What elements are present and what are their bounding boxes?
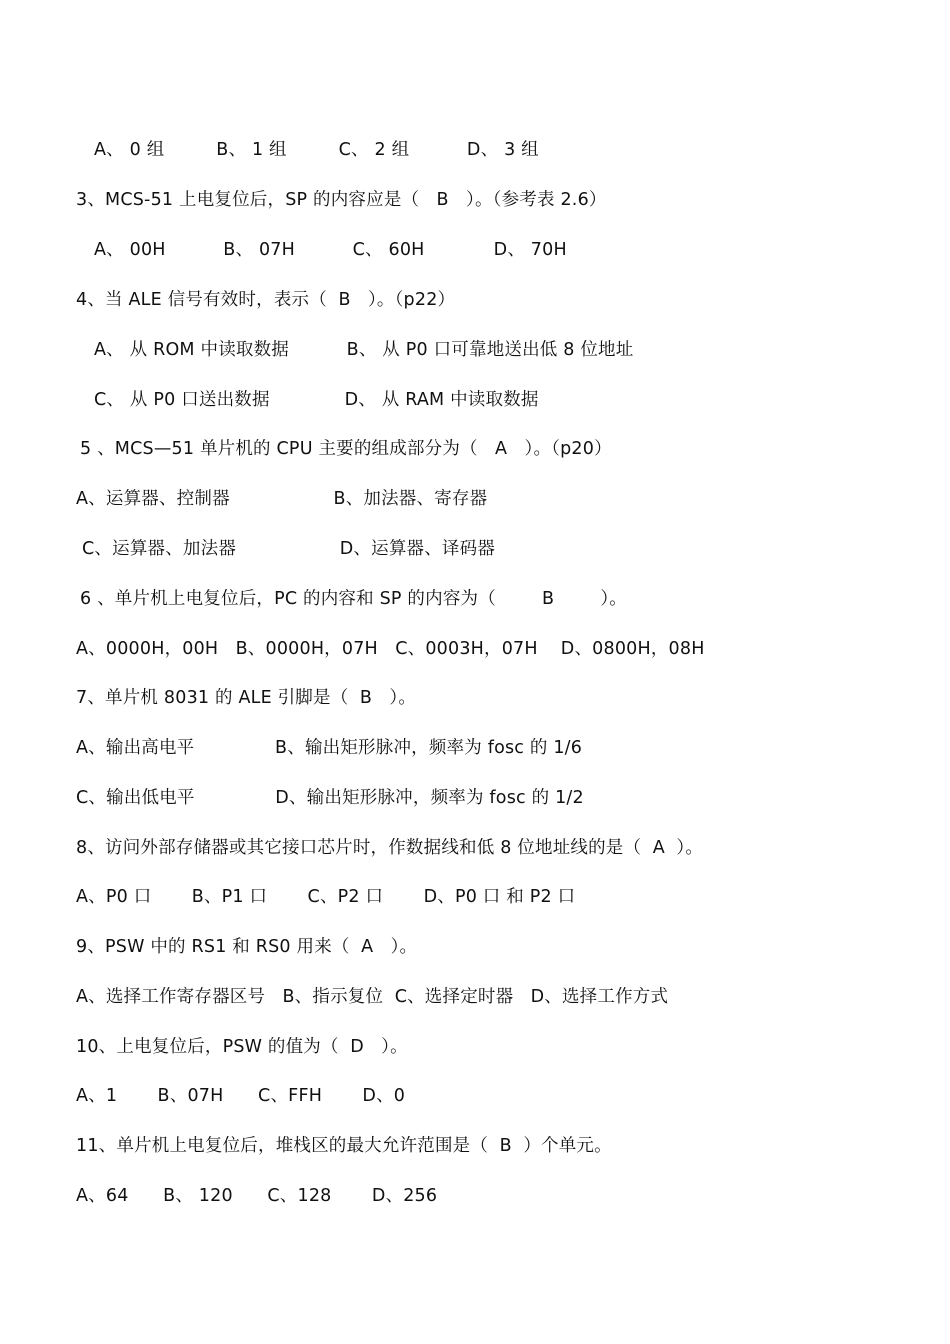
q4-options-ab: A、 从 ROM 中读取数据 B、 从 P0 口可靠地送出低 8 位地址 — [94, 340, 634, 360]
q7-options-ab: A、输出高电平 B、输出矩形脉冲，频率为 fosc 的 1/6 — [76, 738, 583, 758]
q8-question: 8、访问外部存储器或其它接口芯片时，作数据线和低 8 位地址线的是（ A ）。 — [76, 838, 704, 858]
q4-options-cd: C、 从 P0 口送出数据 D、 从 RAM 中读取数据 — [94, 390, 539, 410]
q5-options-ab: A、运算器、控制器 B、加法器、寄存器 — [76, 489, 488, 509]
q11-question: 11、单片机上电复位后，堆栈区的最大允许范围是（ B ）个单元。 — [76, 1136, 612, 1156]
q5-question: 5 、MCS—51 单片机的 CPU 主要的组成部分为（ A ）。（p20） — [80, 439, 612, 459]
q7-options-cd: C、输出低电平 D、输出矩形脉冲，频率为 fosc 的 1/2 — [76, 788, 584, 808]
q9-question: 9、PSW 中的 RS1 和 RS0 用来（ A ）。 — [76, 937, 418, 957]
q3-options: A、 00H B、 07H C、 60H D、 70H — [94, 240, 567, 260]
q8-options: A、P0 口 B、P1 口 C、P2 口 D、P0 口 和 P2 口 — [76, 887, 576, 907]
q10-options: A、1 B、07H C、FFH D、0 — [76, 1086, 406, 1106]
q5-options-cd: C、运算器、加法器 D、运算器、译码器 — [82, 539, 496, 559]
q2-options: A、 0 组 B、 1 组 C、 2 组 D、 3 组 — [94, 140, 539, 160]
q11-options: A、64 B、 120 C、128 D、256 — [76, 1186, 438, 1206]
q10-question: 10、上电复位后，PSW 的值为（ D ）。 — [76, 1037, 408, 1057]
q4-question: 4、当 ALE 信号有效时，表示（ B ）。（p22） — [76, 290, 456, 310]
q6-question: 6 、单片机上电复位后，PC 的内容和 SP 的内容为（ B ）。 — [80, 589, 627, 609]
q9-options: A、选择工作寄存器区号 B、指示复位 C、选择定时器 D、选择工作方式 — [76, 987, 669, 1007]
q7-question: 7、单片机 8031 的 ALE 引脚是（ B ）。 — [76, 688, 417, 708]
q6-options: A、0000H，00H B、0000H，07H C、0003H，07H D、0800H，08H — [76, 639, 705, 659]
q3-question: 3、MCS-51 上电复位后，SP 的内容应是（ B ）。（参考表 2.6） — [76, 190, 607, 210]
